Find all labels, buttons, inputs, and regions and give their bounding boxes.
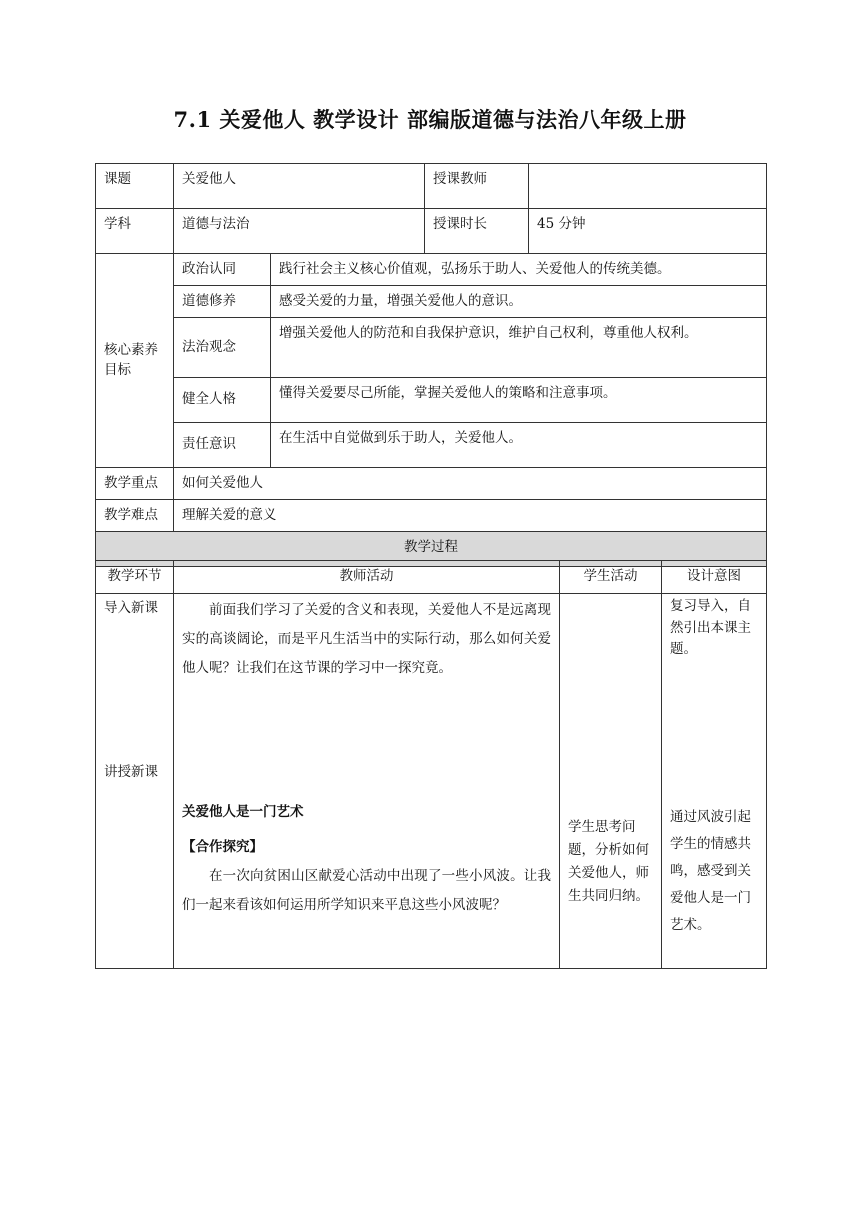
design-intent-lesson: 通过风波引起学生的情感共鸣，感受到关爱他人是一门艺术。: [670, 809, 751, 933]
difficulty-value: 理解关爱的意义: [174, 499, 767, 531]
design-intent-cell: [662, 594, 767, 969]
core-item-text: 感受关爱的力量，增强关爱他人的意识。: [271, 285, 767, 317]
core-item-text: 践行社会主义核心价值观，弘扬乐于助人、关爱他人的传统美德。: [271, 254, 767, 286]
core-item-name: 健全人格: [174, 377, 271, 422]
process-header: 教学过程: [96, 531, 767, 566]
student-activity-cell: [560, 594, 662, 969]
core-item-name: 责任意识: [174, 422, 271, 467]
focus-label: 教学重点: [96, 467, 174, 499]
stage-new-lesson: 讲授新课: [104, 764, 158, 780]
teacher-value: [529, 164, 767, 209]
stage-cell: [96, 594, 174, 969]
subject-value: 道德与法治: [174, 209, 425, 254]
cooperation-label: 【合作探究】: [182, 839, 263, 856]
teacher-intro-text: 前面我们学习了关爱的含义和表现，关爱他人不是远离现实的高谈阔论，而是平凡生活当中的实际行动，那么如何关爱他人呢？让我们在这节课的学习中一探究竟。: [182, 602, 551, 677]
core-item-text: 懂得关爱要尽己所能，掌握关爱他人的策略和注意事项。: [271, 377, 767, 422]
duration-value: 45 分钟: [529, 209, 767, 254]
focus-value: 如何关爱他人: [174, 467, 767, 499]
subject-label: 学科: [96, 209, 174, 254]
core-label-line2: 目标: [104, 362, 131, 379]
core-item-text: 增强关爱他人的防范和自我保护意识，维护自己权利，尊重他人权利。: [271, 317, 767, 377]
column-header-student: 学生活动: [560, 561, 662, 594]
teacher-activity-cell: [174, 594, 560, 969]
core-item-name: 政治认同: [174, 254, 271, 286]
cooperation-text: 在一次向贫困山区献爱心活动中出现了一些小风波。让我们一起来看该如何运用所学知识来平息这些小风波呢？: [182, 868, 551, 914]
teacher-label: 授课教师: [425, 164, 529, 209]
lesson-info-table: [95, 163, 767, 567]
teaching-process-table: [95, 560, 767, 969]
column-header-intent: 设计意图: [662, 561, 767, 594]
core-label-line1: 核心素养: [104, 341, 158, 358]
document-title: 7.1 关爱他人 教学设计 部编版道德与法治八年级上册: [173, 107, 687, 132]
core-item-name: 法治观念: [174, 317, 271, 377]
column-header-teacher: 教师活动: [174, 561, 560, 594]
core-literacy-label: [96, 254, 174, 468]
design-intent-intro: 复习导入，自然引出本课主题。: [670, 598, 751, 658]
student-activity-text: 学生思考问题，分析如何关爱他人，师生共同归纳。: [568, 819, 649, 904]
duration-label: 授课时长: [425, 209, 529, 254]
core-item-name: 道德修养: [174, 285, 271, 317]
section-title: 关爱他人是一门艺术: [182, 804, 304, 820]
topic-value: 关爱他人: [174, 164, 425, 209]
core-item-text: 在生活中自觉做到乐于助人，关爱他人。: [271, 422, 767, 467]
difficulty-label: 教学难点: [96, 499, 174, 531]
topic-label: 课题: [96, 164, 174, 209]
column-header-stage: 教学环节: [96, 561, 174, 594]
stage-intro: 导入新课: [104, 600, 158, 616]
